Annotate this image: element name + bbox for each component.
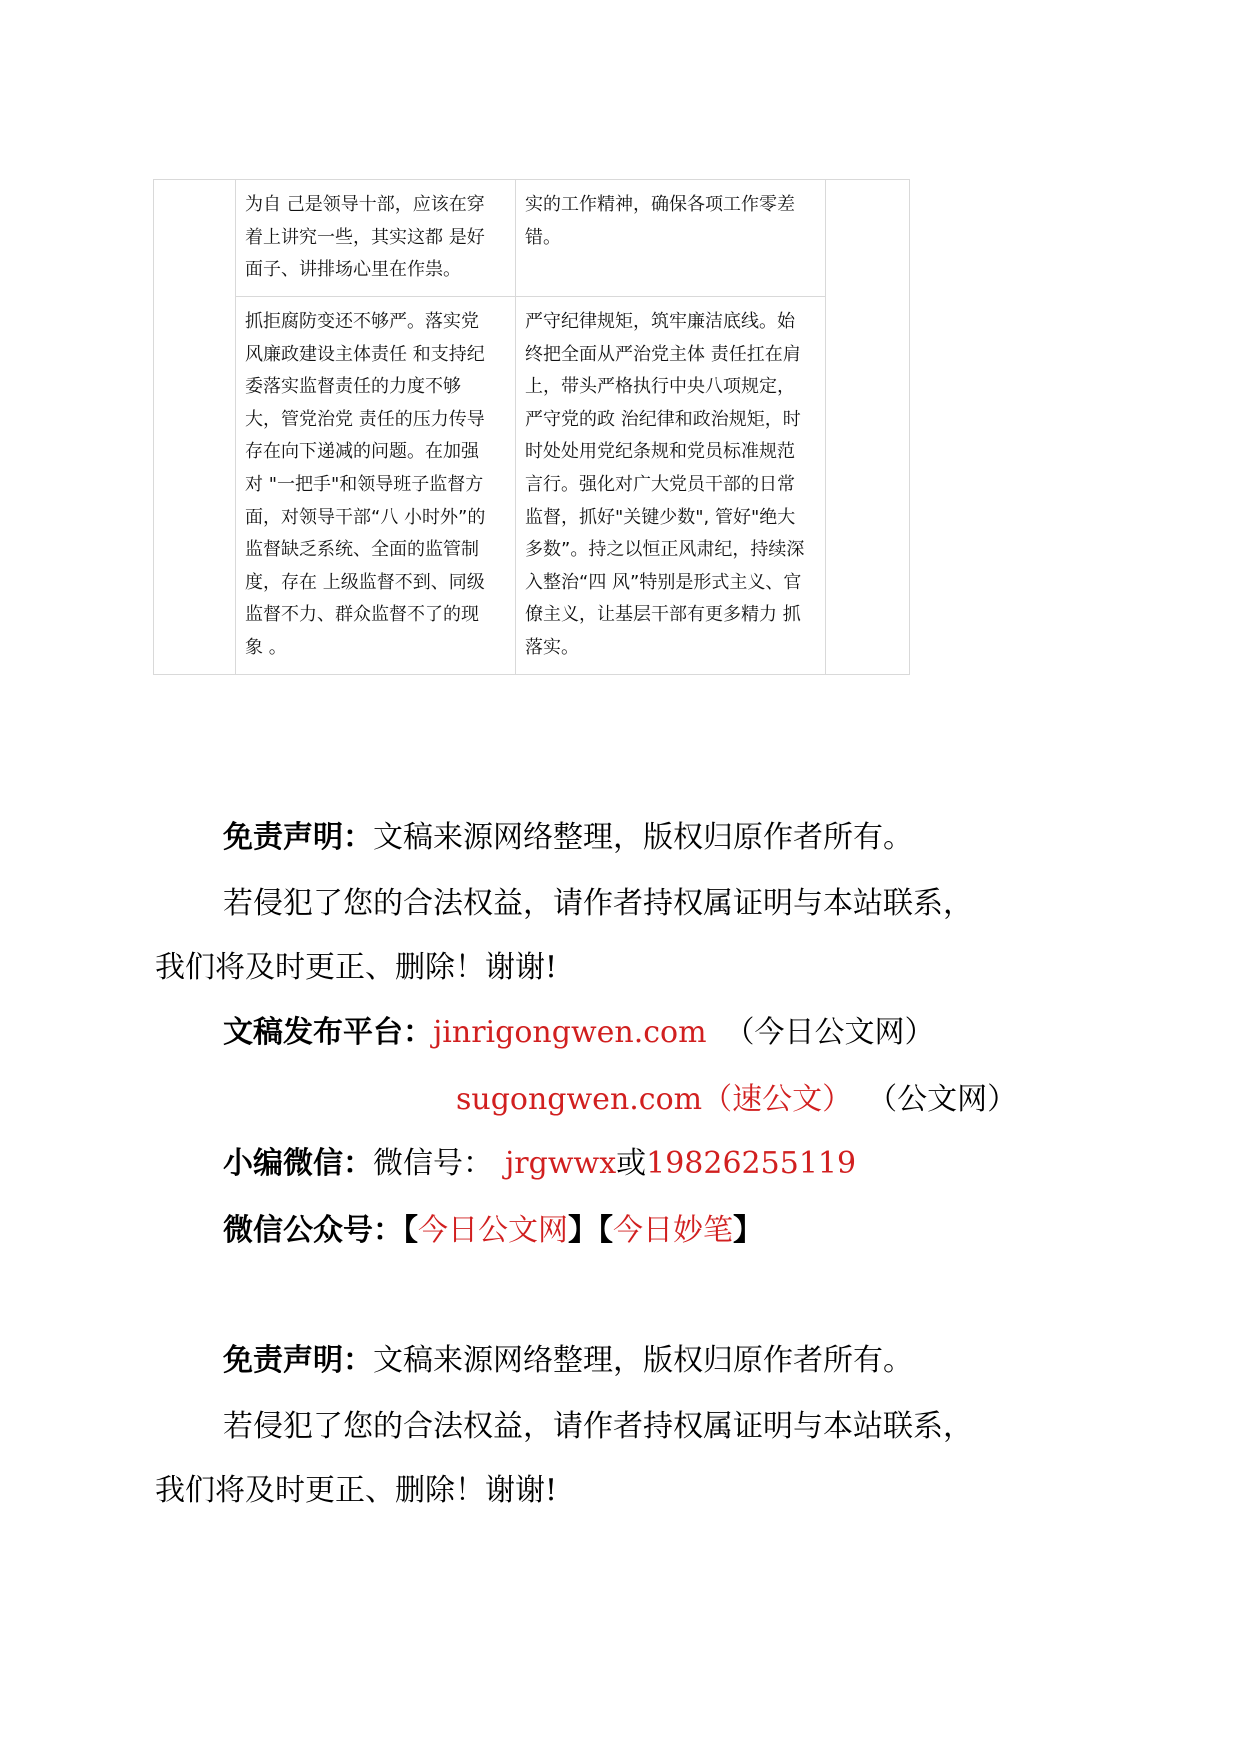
problem-text: 抓拒腐防变还不够严。落实党 风廉政建设主体责任 和支持纪 委落实监督责任的力度不够 大，管党治党 责任的压力传导 存在向下递减的问题。在加强 对 "一把手"和领导班子监督方 面，对领导干部“八 小时外”的 监督缺乏系统、全面的监管制 度，存在 上级监督不到、同级 监督不力、群众监督不了的现 象 。 <box>245 311 486 658</box>
site-link-sugongwen[interactable]: sugongwen.com（速公文） <box>456 1082 853 1117</box>
problem-text: 为自 己是领导十部，应该在穿 着上讲究一些，其实这都 是好 面子、讲排场心里在作祟。 <box>245 194 485 281</box>
disclaimer-text: 文稿来源网络整理，版权归原作者所有。 <box>373 820 913 855</box>
wechat-phone: 19826255119 <box>646 1146 857 1181</box>
bracket: 【 <box>403 1213 418 1248</box>
wechat-or: 或 <box>616 1146 647 1181</box>
bracket: 】 <box>568 1213 598 1248</box>
disclaimer-contact-line: 若侵犯了您的合法权益，请作者持权属证明与本站联系， <box>223 1409 973 1444</box>
platform-line-2 <box>456 1068 1017 1132</box>
official-account-line <box>223 1199 763 1263</box>
table-cell-index <box>153 179 236 675</box>
site-link-jinrigongwen[interactable]: jinrigongwen.com <box>433 1015 707 1050</box>
disclaimer-thanks-line: 我们将及时更正、删除！谢谢! <box>155 1473 558 1508</box>
site-name: （今日公文网） <box>724 1015 935 1050</box>
table-cell-problem <box>235 296 516 675</box>
review-table <box>153 179 910 675</box>
bracket: 】 <box>733 1213 763 1248</box>
platform-line <box>223 1001 935 1065</box>
disclaimer-thanks-line: 我们将及时更正、删除！谢谢! <box>155 950 558 985</box>
disclaimer-line <box>223 1329 913 1393</box>
wechat-prefix: 微信号： <box>373 1146 493 1181</box>
measure-text: 严守纪律规矩，筑牢廉洁底线。始 终把全面从严治党主体 责任扛在肩 上，带头严格执行中央八项规定， 严守党的政 治纪律和政治规矩，时 时处处用党纪条规和党员标准规范 言行。强化对广大党员干部的日常 监督，抓好"关键少数", 管好"绝大 多数”。持之以恒正风肃纪，持续深 入整治“四 风”特别是形式主义、官 僚主义，让基层干部有更多精力 抓 落实。 <box>525 311 805 658</box>
official-account-miaobi[interactable]: 今日妙笔 <box>613 1213 733 1248</box>
site-name: （公文网） <box>882 1082 1018 1117</box>
disclaimer-line <box>223 806 913 870</box>
table-cell-measure <box>515 296 826 675</box>
table-cell-note <box>825 179 910 675</box>
wechat-id: jrgwwx <box>505 1146 617 1181</box>
table-cell-problem <box>235 179 516 297</box>
wechat-line <box>223 1132 856 1196</box>
disclaimer-label: 免责声明： <box>223 1343 373 1378</box>
disclaimer-label: 免责声明： <box>223 820 373 855</box>
table-cell-measure <box>515 179 826 297</box>
platform-label: 文稿发布平台： <box>223 1015 433 1050</box>
disclaimer-contact-line: 若侵犯了您的合法权益，请作者持权属证明与本站联系， <box>223 886 973 921</box>
bracket: 【 <box>598 1213 613 1248</box>
wechat-label: 小编微信： <box>223 1146 373 1181</box>
disclaimer-text: 文稿来源网络整理，版权归原作者所有。 <box>373 1343 913 1378</box>
official-account-label: 微信公众号： <box>223 1213 403 1248</box>
official-account-jinrigongwen[interactable]: 今日公文网 <box>418 1213 568 1248</box>
measure-text: 实的工作精神，确保各项工作零差 错。 <box>525 194 795 248</box>
